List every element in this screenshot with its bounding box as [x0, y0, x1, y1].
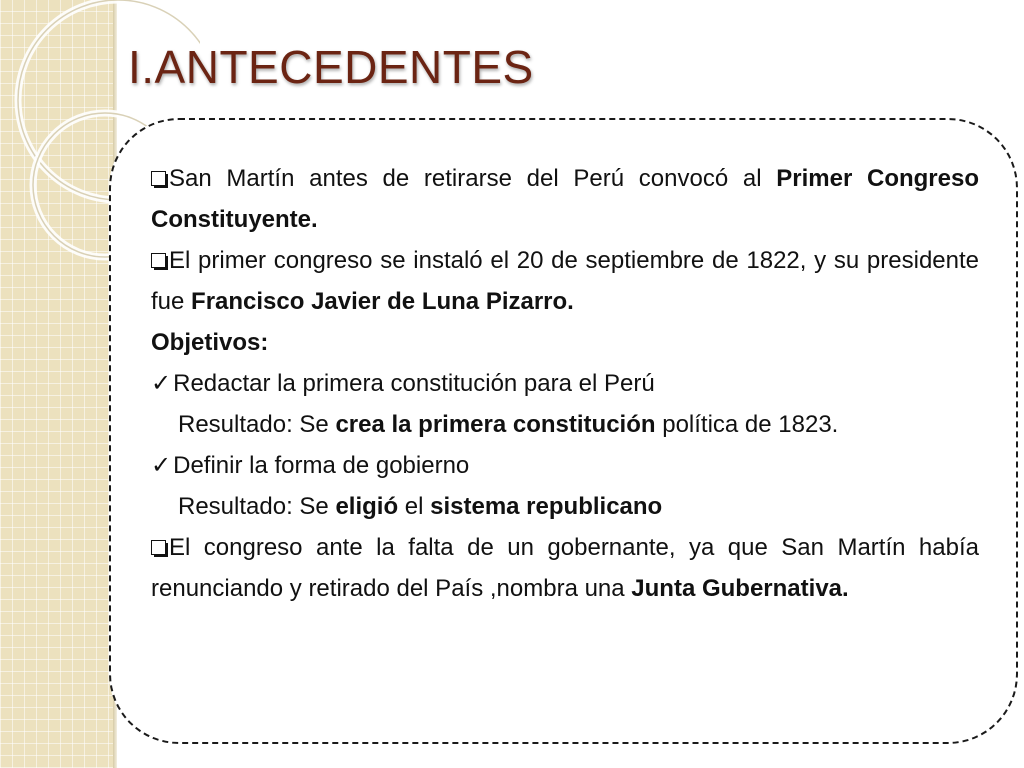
result-1-bold: crea la primera constitución — [335, 411, 656, 438]
objective-1-text: Redactar la primera constitución para el Perú — [173, 370, 655, 397]
objective-1 — [151, 363, 979, 404]
bullet-paragraph-2 — [151, 240, 979, 322]
result-1-suffix: política de 1823. — [655, 411, 839, 438]
bullet-3-text: El congreso ante la falta de un gobernante, ya que San Martín había renunciando y retirado del País ,nombra una — [151, 534, 979, 602]
bullet-1-bold: Primer Congreso Constituyente. — [151, 165, 980, 233]
checkmark-icon: ✓ — [151, 452, 172, 479]
bullet-2-bold: Francisco Javier de Luna Pizarro. — [191, 288, 574, 315]
result-2 — [151, 486, 979, 527]
objectives-heading — [151, 322, 979, 363]
result-2-bold-1: eligió — [335, 493, 399, 520]
objectives-label: Objetivos: — [151, 329, 269, 356]
bullet-2-text: El primer congreso se instaló el 20 de septiembre de 1822, y su presidente fue — [151, 247, 979, 315]
bullet-1-text: San Martín antes de retirarse del Perú convocó al — [169, 165, 777, 192]
bullet-3-bold: Junta Gubernativa. — [631, 575, 849, 602]
checkmark-icon: ✓ — [151, 370, 172, 397]
result-2-mid: el — [398, 493, 431, 520]
objective-2 — [151, 445, 979, 486]
bullet-paragraph-3 — [151, 527, 979, 609]
square-bullet-icon — [151, 253, 166, 268]
result-1-prefix: Resultado: Se — [178, 411, 336, 438]
square-bullet-icon — [151, 171, 166, 186]
result-2-bold-2: sistema republicano — [430, 493, 663, 520]
slide-title: I.ANTECEDENTES — [128, 41, 534, 93]
square-bullet-icon — [151, 540, 166, 555]
slide-content — [151, 158, 979, 609]
bullet-paragraph-1 — [151, 158, 979, 240]
result-1 — [151, 404, 979, 445]
objective-2-text: Definir la forma de gobierno — [173, 452, 470, 479]
result-2-prefix: Resultado: Se — [178, 493, 336, 520]
